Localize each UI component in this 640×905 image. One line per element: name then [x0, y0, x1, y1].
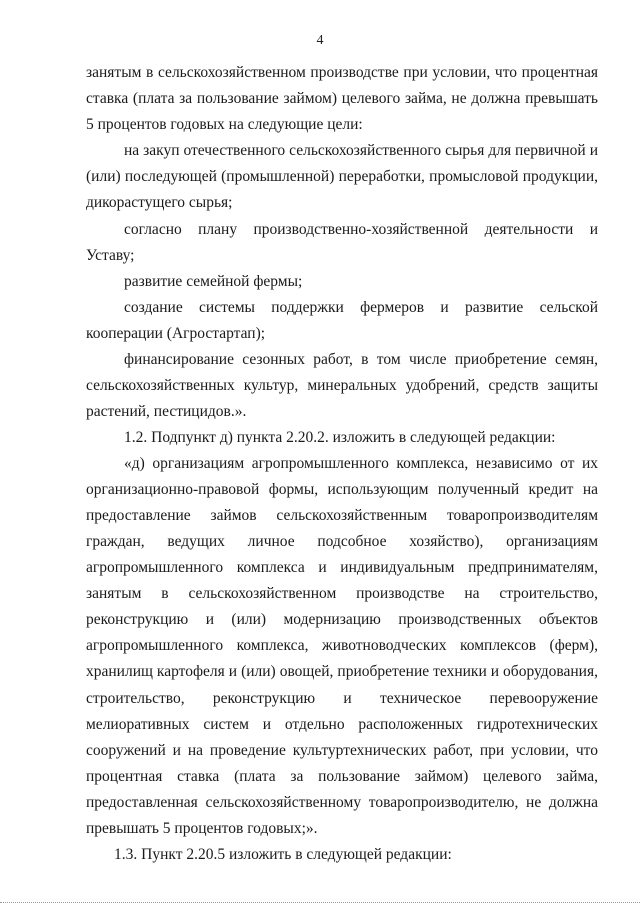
- text-line: сооружений и на проведение культуртехнических работ, при условии, что: [86, 742, 598, 759]
- page-number: 4: [316, 33, 324, 48]
- text-line: предоставление займов сельскохозяйственным товаропроизводителям: [86, 507, 598, 524]
- text-line: сельскохозяйственных культур, минеральных удобрений, средств защиты: [86, 377, 598, 394]
- scan-bottom-edge: [0, 902, 640, 903]
- text-line: 5 процентов годовых на следующие цели:: [86, 116, 363, 133]
- text-line: на закуп отечественного сельскохозяйственного сырья для первичной и: [124, 142, 598, 159]
- text-line: «д) организациям агропромышленного комплекса, независимо от их: [124, 455, 598, 472]
- text-line: создание системы поддержки фермеров и развитие сельской: [124, 299, 598, 316]
- text-line: согласно плану производственно-хозяйственной деятельности и: [124, 221, 598, 238]
- text-line: граждан, ведущих личное подсобное хозяйство), организациям: [86, 533, 598, 550]
- text-line: 1.2. Подпункт д) пункта 2.20.2. изложить в следующей редакции:: [124, 429, 556, 446]
- text-line: предоставленная сельскохозяйственному товаропроизводителю, не должна: [86, 794, 598, 811]
- text-line: развитие семейной фермы;: [124, 273, 303, 290]
- text-line: 1.3. Пункт 2.20.5 изложить в следующей редакции:: [114, 846, 452, 863]
- text-line: дикорастущего сырья;: [86, 194, 233, 211]
- text-line: агропромышленного комплекса и индивидуальным предпринимателям,: [86, 559, 598, 576]
- text-line: агропромышленного комплекса, животноводческих комплексов (ферм),: [86, 637, 598, 654]
- text-line: мелиоративных систем и отдельно расположенных гидротехнических: [86, 716, 598, 733]
- text-line: (или) последующей (промышленной) переработки, промысловой продукции,: [86, 168, 598, 185]
- text-line: строительство, реконструкцию и техническое перевооружение: [86, 690, 598, 707]
- text-line: занятым в сельскохозяйственном производстве при условии, что процентная: [86, 64, 598, 81]
- text-line: реконструкцию и (или) модернизацию производственных объектов: [86, 611, 598, 628]
- text-line: Уставу;: [86, 247, 135, 264]
- text-line: ставка (плата за пользование займом) целевого займа, не должна превышать: [86, 90, 598, 107]
- text-line: хранилищ картофеля и (или) овощей, приобретение техники и оборудования,: [86, 663, 598, 680]
- text-line: кооперации (Агростартап);: [86, 325, 266, 342]
- text-line: растений, пестицидов.».: [86, 403, 247, 420]
- text-line: финансирование сезонных работ, в том числе приобретение семян,: [124, 351, 598, 368]
- text-line: превышать 5 процентов годовых;».: [86, 820, 318, 837]
- text-line: процентная ставка (плата за пользование займом) целевого займа,: [86, 768, 598, 785]
- text-line: организационно-правовой формы, использующим полученный кредит на: [86, 481, 598, 498]
- text-line: занятым в сельскохозяйственном производстве на строительство,: [86, 585, 598, 602]
